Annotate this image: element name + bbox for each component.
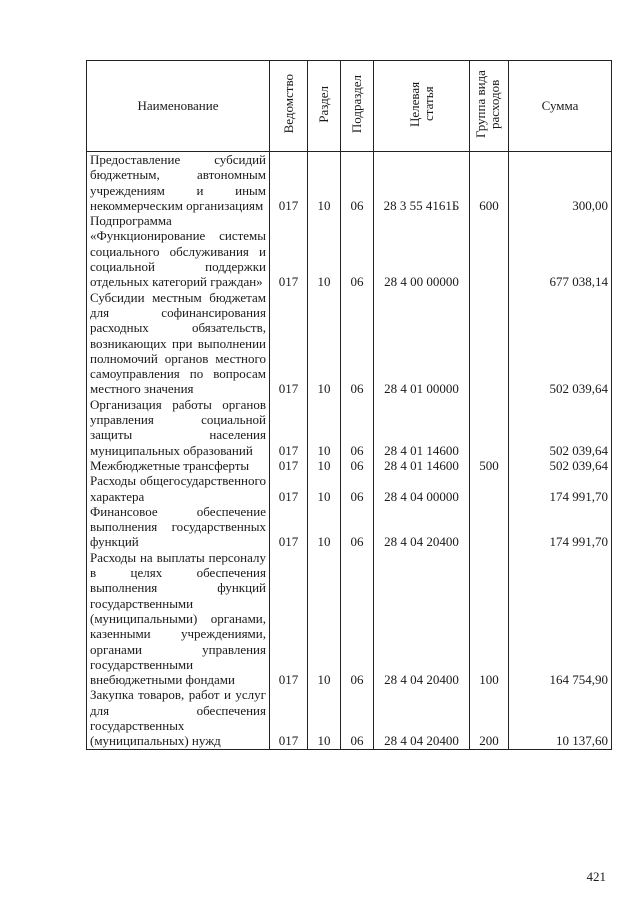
budget-table [86, 60, 612, 750]
row-section: 10 [308, 473, 341, 504]
row-expense-group [470, 213, 509, 289]
row-amount: 10 137,60 [509, 687, 612, 749]
row-department: 017 [270, 473, 308, 504]
row-section: 10 [308, 152, 341, 214]
row-section: 10 [308, 550, 341, 688]
row-expense-group: 200 [470, 687, 509, 749]
row-amount: 502 039,64 [509, 290, 612, 397]
row-target-article: 28 4 00 00000 [374, 213, 470, 289]
row-subsection: 06 [341, 458, 374, 473]
row-section: 10 [308, 687, 341, 749]
page-number: 421 [586, 869, 606, 884]
row-target-article: 28 4 01 00000 [374, 290, 470, 397]
row-subsection: 06 [341, 213, 374, 289]
row-expense-group [470, 473, 509, 504]
table-row [87, 152, 612, 214]
row-expense-group [470, 397, 509, 458]
row-target-article: 28 4 04 20400 [374, 504, 470, 550]
table-row [87, 473, 612, 504]
row-subsection: 06 [341, 397, 374, 458]
row-subsection: 06 [341, 687, 374, 749]
table-row [87, 290, 612, 397]
row-name: Расходы общегосударственного характера [87, 473, 270, 504]
row-section: 10 [308, 504, 341, 550]
row-department: 017 [270, 458, 308, 473]
row-target-article: 28 4 01 14600 [374, 397, 470, 458]
row-section: 10 [308, 213, 341, 289]
table-row [87, 550, 612, 688]
row-name: Организация работы органов управления социальной защиты населения муниципальных образований [87, 397, 270, 458]
table-row [87, 687, 612, 749]
table-row [87, 458, 612, 473]
header-department: Ведомство [270, 61, 308, 152]
row-amount: 677 038,14 [509, 213, 612, 289]
row-amount: 300,00 [509, 152, 612, 214]
row-expense-group: 600 [470, 152, 509, 214]
row-subsection: 06 [341, 550, 374, 688]
row-amount: 174 991,70 [509, 504, 612, 550]
row-name: Предоставление субсидий бюджетным, автономным учреждениям и иным некоммерческим организациям [87, 152, 270, 214]
row-department: 017 [270, 687, 308, 749]
row-department: 017 [270, 550, 308, 688]
row-amount: 174 991,70 [509, 473, 612, 504]
table-row [87, 213, 612, 289]
row-name: Межбюджетные трансферты [87, 458, 270, 473]
table-row [87, 397, 612, 458]
table-header-row [87, 61, 612, 152]
row-expense-group: 100 [470, 550, 509, 688]
row-department: 017 [270, 504, 308, 550]
row-name: Расходы на выплаты персоналу в целях обеспечения выполнения функций государственными (муниципальными) органами, казенными учреждениями, органами управления государственными внебюджетными фондами [87, 550, 270, 688]
row-target-article: 28 4 01 14600 [374, 458, 470, 473]
row-subsection: 06 [341, 152, 374, 214]
row-name: Субсидии местным бюджетам для софинансирования расходных обязательств, возникающих при выполнении полномочий органов местного самоуправления по вопросам местного значения [87, 290, 270, 397]
row-section: 10 [308, 397, 341, 458]
row-subsection: 06 [341, 473, 374, 504]
row-amount: 502 039,64 [509, 458, 612, 473]
row-department: 017 [270, 290, 308, 397]
header-amount: Сумма [509, 61, 612, 152]
row-target-article: 28 3 55 4161Б [374, 152, 470, 214]
row-department: 017 [270, 213, 308, 289]
row-department: 017 [270, 397, 308, 458]
header-target-article: Целевая статья [374, 61, 470, 152]
row-name: Закупка товаров, работ и услуг для обеспечения государственных (муниципальных) нужд [87, 687, 270, 749]
row-section: 10 [308, 290, 341, 397]
header-subsection: Подраздел [341, 61, 374, 152]
row-target-article: 28 4 04 00000 [374, 473, 470, 504]
row-expense-group: 500 [470, 458, 509, 473]
row-expense-group [470, 504, 509, 550]
header-expense-group: Группа вида расходов [470, 61, 509, 152]
row-amount: 502 039,64 [509, 397, 612, 458]
row-department: 017 [270, 152, 308, 214]
row-name: Подпрограмма «Функционирование системы социального обслуживания и социальной поддержки отдельных категорий граждан» [87, 213, 270, 289]
header-section: Раздел [308, 61, 341, 152]
row-expense-group [470, 290, 509, 397]
row-target-article: 28 4 04 20400 [374, 550, 470, 688]
row-subsection: 06 [341, 290, 374, 397]
header-name: Наименование [87, 61, 270, 152]
row-name: Финансовое обеспечение выполнения государственных функций [87, 504, 270, 550]
row-target-article: 28 4 04 20400 [374, 687, 470, 749]
row-section: 10 [308, 458, 341, 473]
table-row [87, 504, 612, 550]
row-subsection: 06 [341, 504, 374, 550]
row-amount: 164 754,90 [509, 550, 612, 688]
